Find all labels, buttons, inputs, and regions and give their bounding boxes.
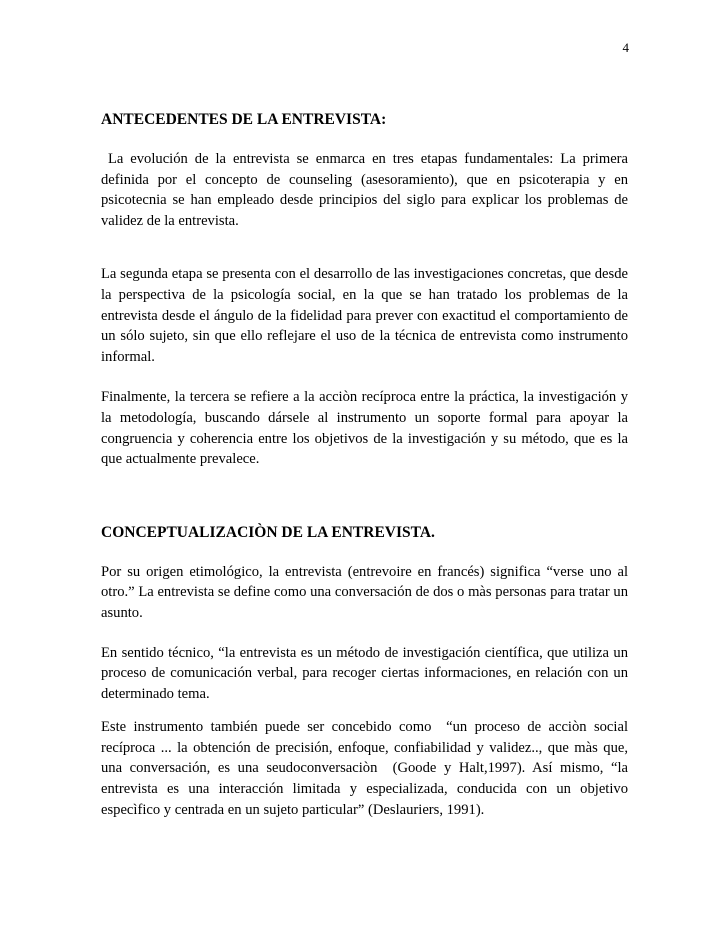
paragraph-evolucion: La evolución de la entrevista se enmarca en tres etapas fundamentales: La primera definida por el concepto de counseling (asesoramiento), que en psicoterapia y en psicotecnia se han empleado desde principios del siglo para explicar los problemas de validez de la entrevista. xyxy=(101,151,632,229)
paragraph-origen-etimologico: Por su origen etimológico, la entrevista (entrevoire en francés) significa “verse uno al otro.” La entrevista se define como una conversación de dos o màs personas para tratar un asunto. xyxy=(101,563,628,621)
paragraph-sentido-tecnico: En sentido técnico, “la entrevista es un método de investigación científica, que utiliza un proceso de comunicación verbal, para recoger ciertas informaciones, en relación con un determinado tema. xyxy=(101,644,628,702)
paragraph-tercera-etapa: Finalmente, la tercera se refiere a la acciòn recíproca entre la práctica, la investigación y la metodología, buscando dársele al instrumento un soporte formal para apoyar la congruencia y coherencia entre los objetivos de la investigación y su método, que es la que actualmente prevalece. xyxy=(101,389,628,468)
document-body xyxy=(101,110,632,820)
heading-conceptualizacion: CONCEPTUALIZACIÒN DE LA ENTREVISTA. xyxy=(101,523,435,541)
paragraph-instrumento: Este instrumento también puede ser concebido como “un proceso de acciòn social recíproca ... la obtención de precisión, enfoque, confiabilidad y validez.., que màs que, una conversación, es una seudoconversaciòn (Goode y Halt,1997). Así mismo, “la entrevista es una interacción limitada y especializada, conducida con un objetivo especìfico y centrada en un sujeto particular” (Deslauriers, 1991). xyxy=(101,719,632,818)
paragraph-segunda-etapa: La segunda etapa se presenta con el desarrollo de las investigaciones concretas, que desde la perspectiva de la psicología social, en la que se han tratado los problemas de la entrevista desde el ángulo de la fidelidad para prever con exactitud el comportamiento de un sólo sujeto, sin que ello reflejare el uso de la técnica de entrevista como instrumento informal. xyxy=(101,266,628,365)
heading-antecedentes: ANTECEDENTES DE LA ENTREVISTA: xyxy=(101,111,387,128)
page-number: 4 xyxy=(622,40,629,55)
